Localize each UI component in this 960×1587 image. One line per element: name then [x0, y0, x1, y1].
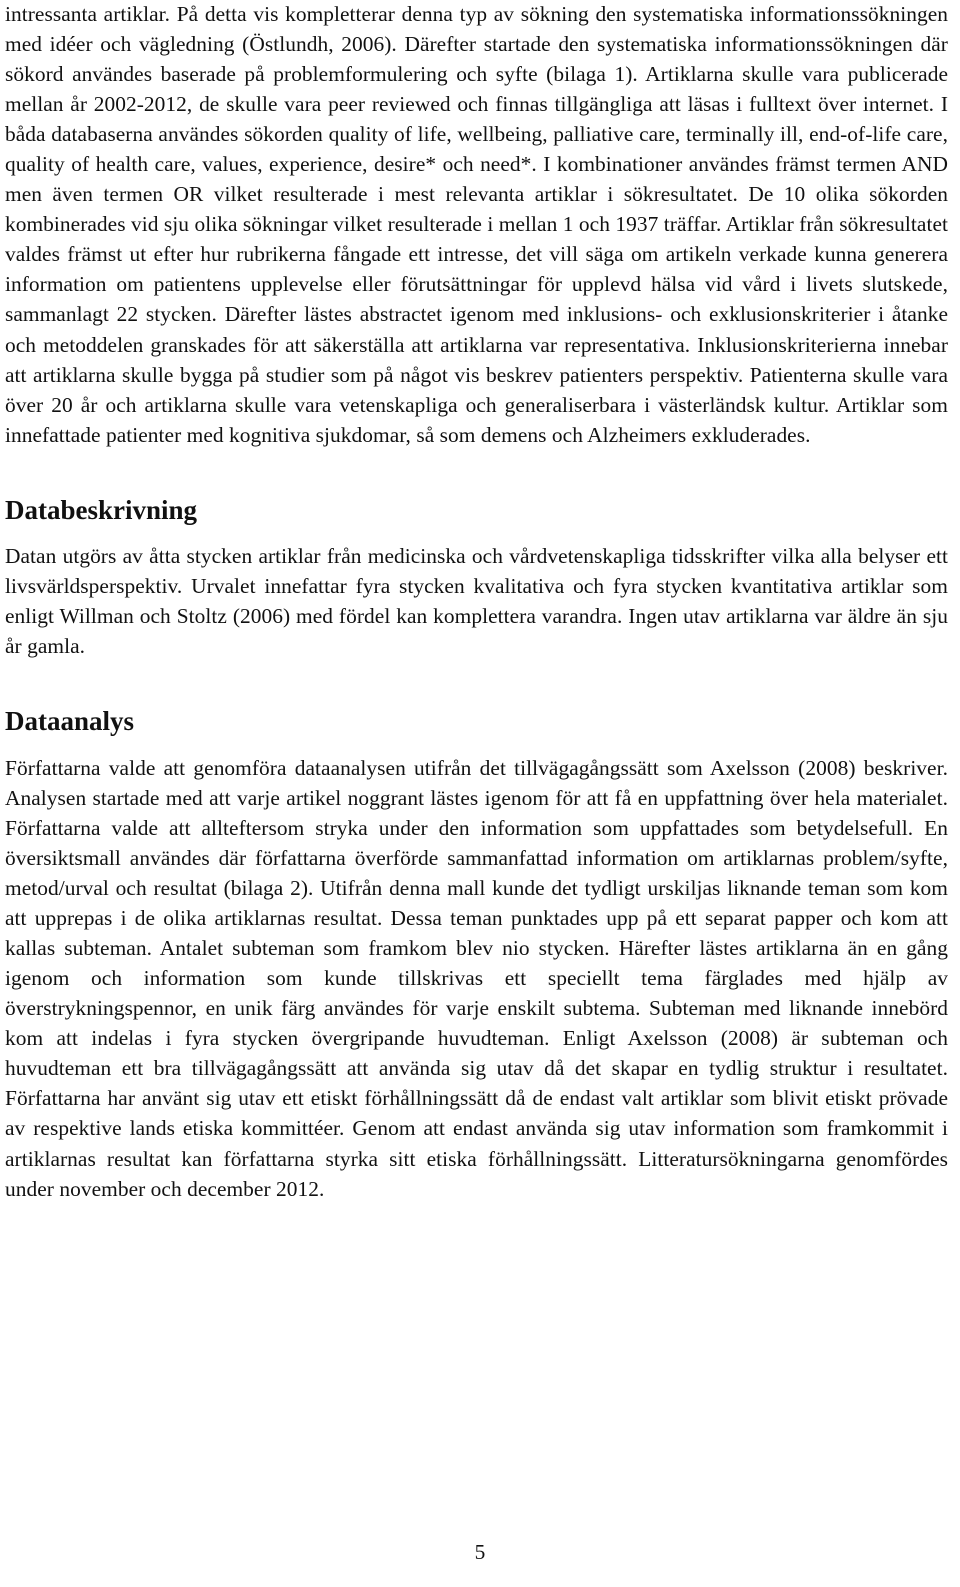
- page-number: 5: [474, 1540, 486, 1564]
- body-paragraph-data-description: Datan utgörs av åtta stycken artiklar från medicinska och vårdvetenskapliga tidsskrifter vilka alla belyser ett livsvärldsperspektiv. Urvalet innefattar fyra stycken kvalitativa och fyra stycken kvantitativa artiklar som enligt Willman och Stoltz (2006) med fördel kan komplettera varandra. Ingen utav artiklarna var äldre än sju år gamla.: [5, 543, 948, 658]
- section-heading-databeskrivning: Databeskrivning: [5, 494, 198, 525]
- section-heading-dataanalys: Dataanalys: [5, 705, 135, 736]
- body-paragraph-data-analysis: Författarna valde att genomföra dataanalysen utifrån det tillvägagångssätt som Axelsson (2008) beskriver. Analysen startade med att varje artikel noggrant lästes igenom för att få en uppfattning över hela materialet. Författarna valde att allteftersom stryka under den information som uppfattades som betydelsefull. En översiktsmall användes där författarna överförde sammanfattad information om artiklarnas problem/syfte, metod/urval och resultat (bilaga 2). Utifrån denna mall kunde det tydligt urskiljas liknande teman som kom att upprepas i de olika artiklarnas resultat. Dessa teman punktades upp på ett separat papper och kom att kallas subteman. Antalet subteman som framkom blev nio stycken. Härefter lästes artiklarna än en gång igenom och information som kunde tillskrivas ett speciellt tema färglades med hjälp av överstrykningspennor, en unik färg användes för varje enskilt subtema. Subteman med liknande innebörd kom att indelas i fyra stycken övergripande huvudteman. Enligt Axelsson (2008) är subteman och huvudteman ett bra tillvägagångssätt att använda sig utav då det skapar en tydlig struktur i resultatet. Författarna har använt sig utav ett etiskt förhållningssätt då de endast valt artiklar som blivit etiskt prövade av respektive lands etiska kommittéer. Genom att endast använda sig utav information som framkommit i artiklarnas resultat kan författarna styrka sitt etiska förhållningssätt. Litteratursökningarna genomfördes under november och december 2012.: [5, 755, 948, 1201]
- document-page: [5, 0, 948, 1204]
- body-paragraph-search-method: intressanta artiklar. På detta vis kompletterar denna typ av sökning den systematiska informationssökningen med idéer och vägledning (Östlundh, 2006). Därefter startade den systematiska informationssökningen där sökord användes baserade på problemformulering och syfte (bilaga 1). Artiklarna skulle vara publicerade mellan år 2002-2012, de skulle vara peer reviewed och finnas tillgängliga att läsas i fulltext över internet. I båda databaserna användes sökorden quality of life, wellbeing, palliative care, terminally ill, end-of-life care, quality of health care, values, experience, desire* och need*. I kombinationer användes främst termen AND men även termen OR vilket resulterade i mest relevanta artiklar i sökresultatet. De 10 olika sökorden kombinerades vid sju olika sökningar vilket resulterade i mellan 1 och 1937 träffar. Artiklar från sökresultatet valdes främst ut efter hur rubrikerna fångade ett intresse, det vill säga om artikeln verkade kunna generera information om patientens upplevelse eller förutsättningar för upplevd hälsa vid vård i livets slutskede, sammanlagt 22 stycken. Därefter lästes abstractet igenom med inklusions- och exklusionskriterier i åtanke och metoddelen granskades för att säkerställa att artiklarna var representativa. Inklusionskriterierna innebar att artiklarna skulle bygga på studier som på något vis beskrev patienters perspektiv. Patienterna skulle vara över 20 år och artiklarna skulle vara vetenskapliga och generaliserbara i västerländsk kultur. Artiklar som innefattade patienter med kognitiva sjukdomar, så som demens och Alzheimers exkluderades.: [5, 2, 948, 447]
